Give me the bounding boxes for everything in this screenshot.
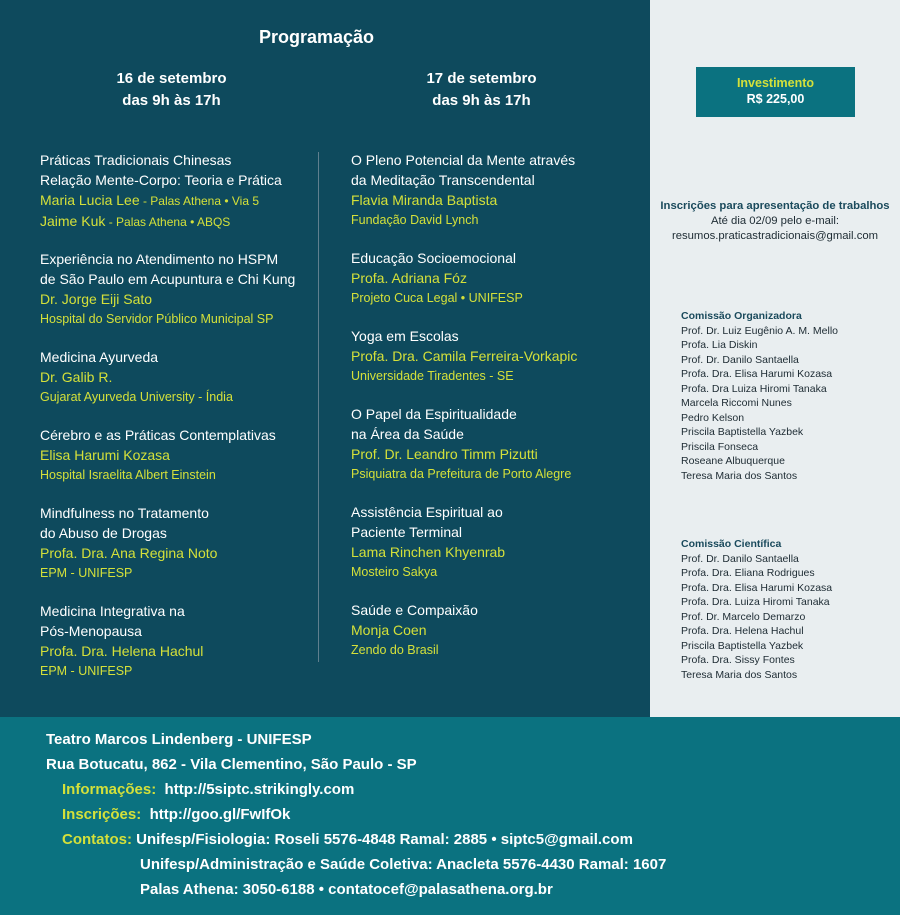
session-title: do Abuso de Drogas: [40, 525, 167, 541]
session-speaker: Prof. Dr. Leandro Timm Pizutti: [351, 446, 538, 462]
committee-member: Profa. Dra Luiza Hiromi Tanaka: [681, 382, 827, 395]
column-divider: [318, 152, 319, 662]
session-institution: Mosteiro Sakya: [351, 565, 438, 579]
session-item: [40, 503, 315, 584]
session-institution: Fundação David Lynch: [351, 213, 479, 227]
session-speaker: Dr. Galib R.: [40, 369, 113, 385]
session-title: Medicina Integrativa na: [40, 603, 185, 619]
submissions-info: [655, 199, 895, 244]
committee-member: Priscila Baptistella Yazbek: [681, 426, 804, 438]
session-title: Yoga em Escolas: [351, 328, 459, 344]
session-speaker: Elisa Harumi Kozasa: [40, 447, 170, 463]
session-speaker: Monja Coen: [351, 622, 427, 638]
day1-hours: das 9h às 17h: [122, 92, 221, 109]
session-institution: Hospital do Servidor Público Municipal SP: [40, 312, 274, 326]
session-item: [40, 347, 315, 408]
session-title: Mindfulness no Tratamento: [40, 505, 209, 521]
day1-sessions: [40, 150, 315, 699]
contacts-line: [62, 830, 633, 850]
contact-2: Unifesp/Administração e Saúde Coletiva: Anacleta 5576-4430 Ramal: 1607: [140, 856, 667, 873]
organizing-committee: [681, 309, 896, 483]
venue: Teatro Marcos Lindenberg - UNIFESP: [46, 731, 312, 748]
committee-member: Profa. Dra. Sissy Fontes: [681, 654, 795, 666]
info-link[interactable]: http://5siptc.strikingly.com: [164, 781, 355, 798]
session-title: Paciente Terminal: [351, 524, 463, 540]
committee-member: Roseane Albuquerque: [681, 455, 785, 467]
session-title: da Meditação Transcendental: [351, 172, 535, 188]
session-institution: Hospital Israelita Albert Einstein: [40, 468, 216, 482]
day2-hours: das 9h às 17h: [432, 92, 531, 109]
session-item: [351, 150, 641, 231]
contacts-label: Contatos:: [62, 831, 132, 848]
session-title: de São Paulo em Acupuntura e Chi Kung: [40, 271, 296, 287]
session-item: [351, 600, 641, 661]
committee-member: Teresa Maria dos Santos: [681, 668, 798, 681]
session-institution: EPM - UNIFESP: [40, 566, 133, 580]
session-item: [351, 502, 641, 583]
session-institution: EPM - UNIFESP: [40, 664, 133, 678]
scientific-list: [681, 552, 896, 683]
investment-box: [696, 67, 855, 117]
session-speaker: Profa. Dra. Helena Hachul: [40, 643, 204, 659]
committee-member: Prof. Dr. Danilo Santaella: [681, 353, 799, 366]
speaker-affiliation: - Palas Athena • Via 5: [139, 194, 260, 208]
session-title: Educação Socioemocional: [351, 250, 516, 266]
session-title: Práticas Tradicionais Chinesas: [40, 152, 232, 168]
session-title: O Papel da Espiritualidade: [351, 406, 517, 422]
session-item: [351, 326, 641, 387]
investment-price: R$ 225,00: [746, 92, 805, 106]
session-speaker: [40, 190, 315, 211]
day2-date: 17 de setembro: [426, 70, 537, 87]
committee-member: Prof. Dr. Luiz Eugênio A. M. Mello: [681, 324, 838, 337]
day2-sessions: [351, 150, 641, 678]
session-item: [40, 249, 315, 330]
speaker-affiliation: - Palas Athena • ABQS: [105, 215, 231, 229]
speaker-name: Jaime Kuk: [40, 213, 106, 229]
submissions-title: Inscrições para apresentação de trabalhos: [660, 200, 890, 212]
committee-member: Profa. Dra. Elisa Harumi Kozasa: [681, 581, 833, 594]
session-title: na Área da Saúde: [351, 426, 464, 442]
info-line: [62, 780, 354, 800]
committee-member: Priscila Fonseca: [681, 440, 759, 453]
session-institution: Projeto Cuca Legal • UNIFESP: [351, 291, 523, 305]
committee-member: Profa. Lia Diskin: [681, 339, 758, 351]
registration-line: [62, 805, 290, 825]
contact-3: Palas Athena: 3050-6188 • contatocef@palasathena.org.br: [140, 881, 553, 898]
organizing-title: Comissão Organizadora: [681, 310, 802, 322]
committee-member: Teresa Maria dos Santos: [681, 469, 798, 482]
organizing-list: [681, 324, 896, 484]
footer: [0, 717, 900, 915]
session-title: Pós-Menopausa: [40, 623, 142, 639]
committee-member: Priscila Baptistella Yazbek: [681, 639, 804, 652]
committee-member: Profa. Dra. Helena Hachul: [681, 625, 804, 637]
session-institution: Universidade Tiradentes - SE: [351, 369, 514, 383]
info-label: Informações:: [62, 781, 157, 798]
day1-date: 16 de setembro: [116, 70, 227, 87]
scientific-committee: [681, 537, 896, 682]
committee-member: Prof. Dr. Marcelo Demarzo: [681, 610, 806, 623]
session-title: O Pleno Potencial da Mente através: [351, 152, 576, 168]
registration-link[interactable]: http://goo.gl/FwIfOk: [149, 806, 291, 823]
session-speaker: [40, 211, 315, 232]
session-institution: Psiquiatra da Prefeitura de Porto Alegre: [351, 467, 572, 481]
session-speaker: Dr. Jorge Eiji Sato: [40, 291, 153, 307]
submissions-deadline: Até dia 02/09 pelo e-mail:: [710, 215, 840, 227]
address: Rua Botucatu, 862 - Vila Clementino, São Paulo - SP: [46, 756, 417, 773]
session-item: [40, 150, 315, 232]
session-speaker: Profa. Dra. Ana Regina Noto: [40, 545, 218, 561]
session-item: [351, 404, 641, 485]
session-item: [40, 425, 315, 486]
submissions-email: resumos.praticastradicionais@gmail.com: [671, 230, 879, 242]
session-title: Relação Mente-Corpo: Teoria e Prática: [40, 172, 282, 188]
scientific-title: Comissão Científica: [681, 538, 782, 550]
contact-1: Unifesp/Fisiologia: Roseli 5576-4848 Ramal: 2885 • siptc5@gmail.com: [136, 831, 633, 848]
day1-header: [60, 68, 283, 112]
session-institution: Zendo do Brasil: [351, 643, 439, 657]
session-speaker: Profa. Adriana Fóz: [351, 270, 467, 286]
session-title: Cérebro e as Práticas Contemplativas: [40, 427, 276, 443]
session-speaker: Flavia Miranda Baptista: [351, 192, 498, 208]
session-title: Experiência no Atendimento no HSPM: [40, 251, 279, 267]
committee-member: Prof. Dr. Danilo Santaella: [681, 552, 799, 565]
session-speaker: Profa. Dra. Camila Ferreira-Vorkapic: [351, 348, 578, 364]
committee-member: Profa. Dra. Eliana Rodrigues: [681, 567, 815, 579]
program-title: Programação: [258, 27, 375, 47]
session-institution: Gujarat Ayurveda University - Índia: [40, 390, 233, 404]
session-item: [351, 248, 641, 309]
investment-label: Investimento: [736, 76, 815, 90]
session-title: Saúde e Compaixão: [351, 602, 478, 618]
committee-member: Marcela Riccomi Nunes: [681, 397, 792, 409]
committee-member: Pedro Kelson: [681, 411, 745, 424]
session-item: [40, 601, 315, 682]
registration-label: Inscrições:: [62, 806, 142, 823]
day2-header: [370, 68, 593, 112]
session-title: Medicina Ayurveda: [40, 349, 159, 365]
session-title: Assistência Espiritual ao: [351, 504, 503, 520]
session-speaker: Lama Rinchen Khyenrab: [351, 544, 506, 560]
committee-member: Profa. Dra. Luiza Hiromi Tanaka: [681, 596, 830, 608]
speaker-name: Maria Lucia Lee: [40, 192, 140, 208]
committee-member: Profa. Dra. Elisa Harumi Kozasa: [681, 368, 833, 380]
